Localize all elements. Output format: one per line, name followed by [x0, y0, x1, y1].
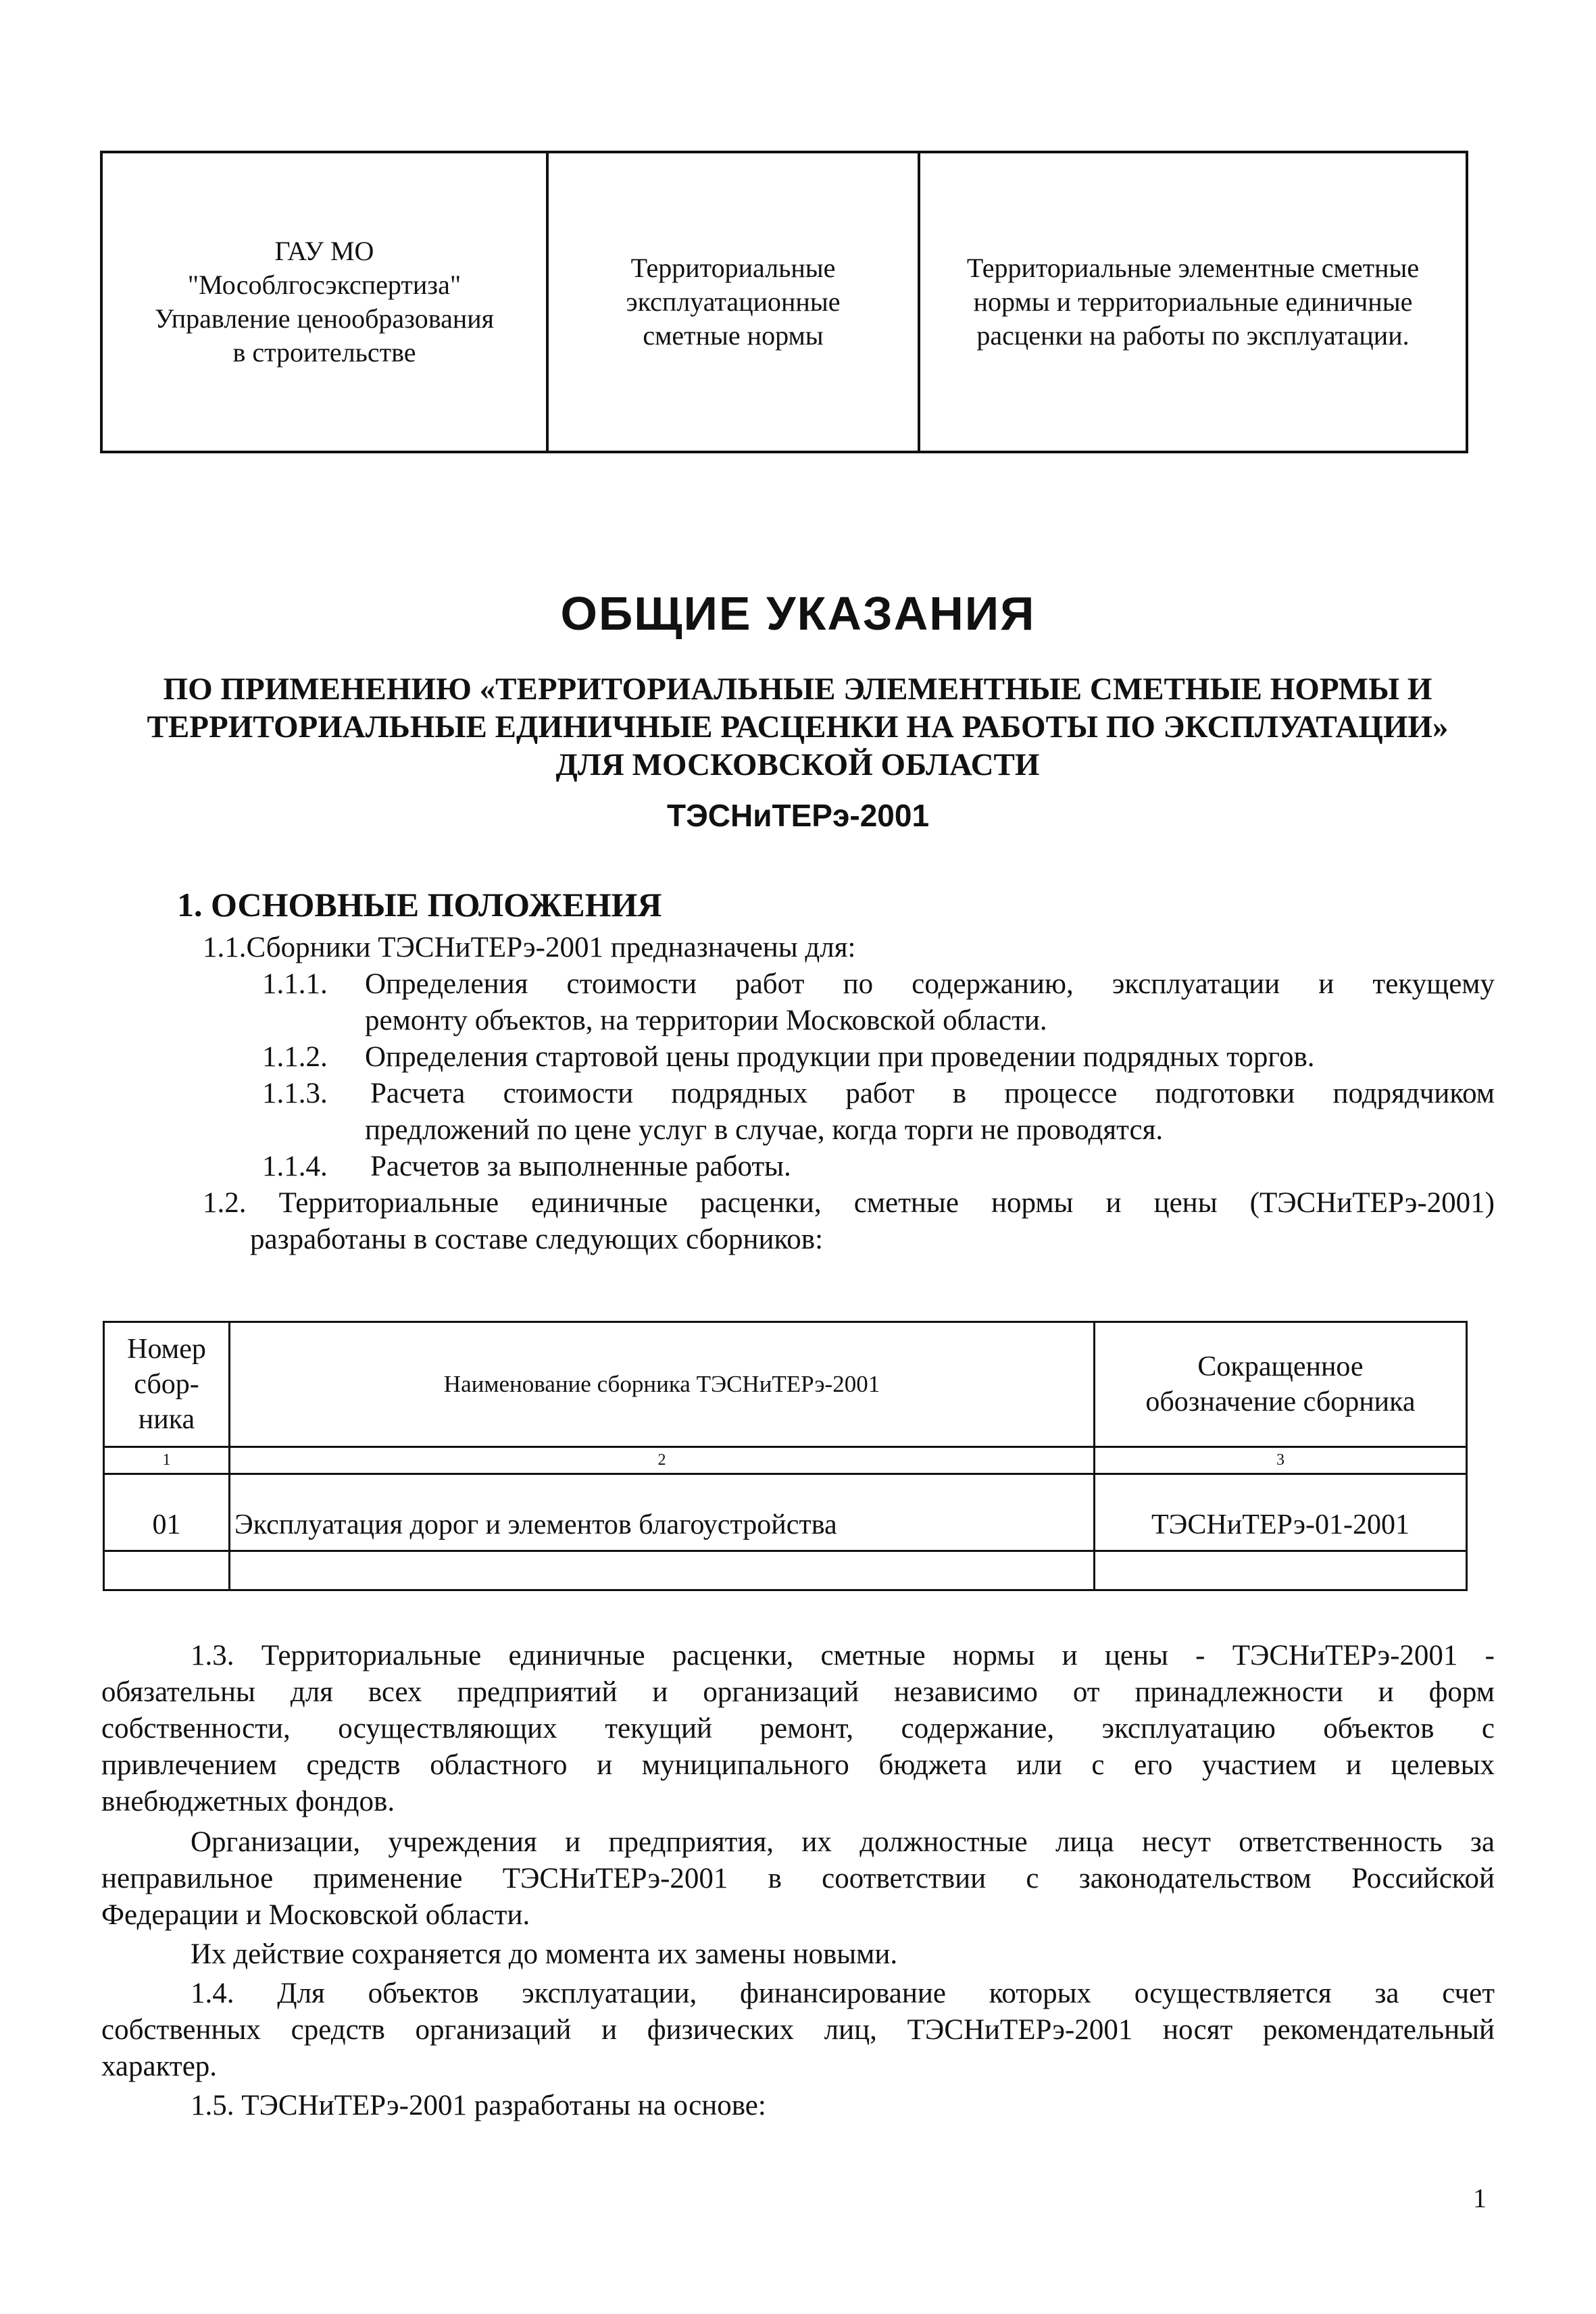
header-table	[100, 151, 1468, 453]
norms-type-line: сметные нормы	[643, 320, 824, 351]
paragraph-1-2-line: 1.2. Территориальные единичные расценки, сметные нормы и цены (ТЭСНиТЕРэ-2001)	[203, 1187, 1495, 1219]
paragraph-responsibility-line: Организации, учреждения и предприятия, их должностные лица несут ответственность за	[191, 1826, 1495, 1858]
paragraph-1-1: 1.1.Сборники ТЭСНиТЕРэ-2001 предназначены для:	[203, 932, 856, 963]
item-1-1-3-line: Расчета стоимости подрядных работ в процессе подготовки подрядчиком	[370, 1078, 1495, 1109]
table-row	[105, 1475, 1466, 1552]
page-title: ОБЩИЕ УКАЗАНИЯ	[560, 587, 1036, 640]
paragraph-1-4-line: 1.4. Для объектов эксплуатации, финансирование которых осуществляется за счет	[191, 1978, 1495, 2009]
item-number: 1.1.2.	[262, 1041, 328, 1073]
item-1-1-4: Расчетов за выполненные работы.	[370, 1151, 791, 1182]
document-code: ТЭСНиТЕРэ-2001	[666, 798, 930, 833]
column-header-code	[1095, 1323, 1466, 1446]
header-text-line: сбор-	[134, 1369, 199, 1400]
paragraph-1-3-line: обязательны для всех предприятий и организаций независимо от принадлежности и форм	[101, 1676, 1495, 1708]
table-header-row	[105, 1323, 1466, 1448]
header-org-cell	[103, 153, 549, 451]
table-row-empty	[105, 1552, 1466, 1589]
empty-cell	[105, 1552, 230, 1589]
subtitle-line: ТЕРРИТОРИАЛЬНЫЕ ЕДИНИЧНЫЕ РАСЦЕНКИ НА РАБОТЫ ПО ЭКСПЛУАТАЦИИ»	[147, 709, 1449, 745]
norms-type-line: Территориальные	[630, 253, 836, 283]
header-norms-type-cell	[549, 153, 920, 451]
table-index-row	[105, 1448, 1466, 1475]
paragraph-1-3-line: 1.3. Территориальные единичные расценки, сметные нормы и цены - ТЭСНиТЕРэ-2001 -	[191, 1640, 1495, 1671]
org-line: "Мособлгосэкспертиза"	[187, 270, 462, 300]
paragraph-1-5: 1.5. ТЭСНиТЕРэ-2001 разработаны на основе:	[191, 2090, 766, 2121]
paragraph-1-3-line: привлечением средств областного и муниципального бюджета или с его участием и целевых	[101, 1749, 1495, 1781]
subtitle-line: ПО ПРИМЕНЕНИЮ «ТЕРРИТОРИАЛЬНЫЕ ЭЛЕМЕНТНЫЕ СМЕТНЫЕ НОРМЫ И	[163, 672, 1432, 707]
header-description-cell	[920, 153, 1466, 451]
paragraph-responsibility-line: неправильное применение ТЭСНиТЕРэ-2001 в соответствии с законодательством Российской	[101, 1863, 1495, 1894]
item-1-1-3-line: предложений по цене услуг в случае, когда торги не проводятся.	[365, 1114, 1164, 1146]
paragraph-1-4-line: собственных средств организаций и физических лиц, ТЭСНиТЕРэ-2001 носят рекомендательный	[101, 2014, 1495, 2046]
item-number: 1.1.1.	[262, 968, 328, 1000]
column-header-name: Наименование сборника ТЭСНиТЕРэ-2001	[230, 1323, 1095, 1446]
norms-type-line: эксплуатационные	[626, 286, 841, 317]
description-line: нормы и территориальные единичные	[973, 286, 1413, 317]
subtitle-line: ДЛЯ МОСКОВСКОЙ ОБЛАСТИ	[555, 747, 1040, 782]
column-header-number	[105, 1323, 230, 1446]
collection-number: 01	[105, 1475, 230, 1550]
org-line: в строительстве	[232, 337, 416, 368]
header-text-line: Номер	[127, 1334, 206, 1365]
column-index: 3	[1276, 1451, 1285, 1469]
org-line: ГАУ МО	[274, 236, 374, 266]
page-number: 1	[1473, 2183, 1487, 2213]
paragraph-1-2-line: разработаны в составе следующих сборников:	[250, 1224, 824, 1255]
item-1-1-2: Определения стартовой цены продукции при проведении подрядных торгов.	[365, 1041, 1315, 1073]
description-line: расценки на работы по эксплуатации.	[976, 320, 1410, 351]
empty-cell	[1095, 1552, 1466, 1589]
paragraph-validity: Их действие сохраняется до момента их замены новыми.	[191, 1938, 898, 1970]
column-index: 1	[105, 1448, 230, 1473]
paragraph-1-3-line: внебюджетных фондов.	[101, 1786, 395, 1817]
item-number: 1.1.3.	[262, 1078, 328, 1109]
header-text-line: Сокращенное	[1197, 1351, 1364, 1382]
section-heading: 1. ОСНОВНЫЕ ПОЛОЖЕНИЯ	[177, 886, 662, 924]
description-line: Территориальные элементные сметные	[966, 253, 1420, 283]
collection-code: ТЭСНиТЕРэ-01-2001	[1151, 1509, 1410, 1540]
item-number: 1.1.4.	[262, 1151, 328, 1182]
empty-cell	[230, 1552, 1095, 1589]
collection-name: Эксплуатация дорог и элементов благоустройства	[230, 1475, 1095, 1550]
column-index: 2	[230, 1448, 1095, 1473]
collections-table	[103, 1321, 1468, 1591]
paragraph-1-4-line: характер.	[101, 2051, 218, 2082]
item-1-1-1-line: ремонту объектов, на территории Московской области.	[365, 1005, 1047, 1036]
header-text-line: ника	[138, 1404, 195, 1435]
header-text-line: обозначение сборника	[1145, 1386, 1416, 1417]
org-line: Управление ценообразования	[154, 303, 495, 334]
item-1-1-1-line: Определения стоимости работ по содержанию, эксплуатации и текущему	[365, 968, 1495, 1000]
page-subtitle	[100, 670, 1495, 784]
paragraph-1-3-line: собственности, осуществляющих текущий ремонт, содержание, эксплуатацию объектов с	[101, 1713, 1495, 1744]
paragraph-responsibility-line: Федерации и Московской области.	[101, 1899, 530, 1931]
